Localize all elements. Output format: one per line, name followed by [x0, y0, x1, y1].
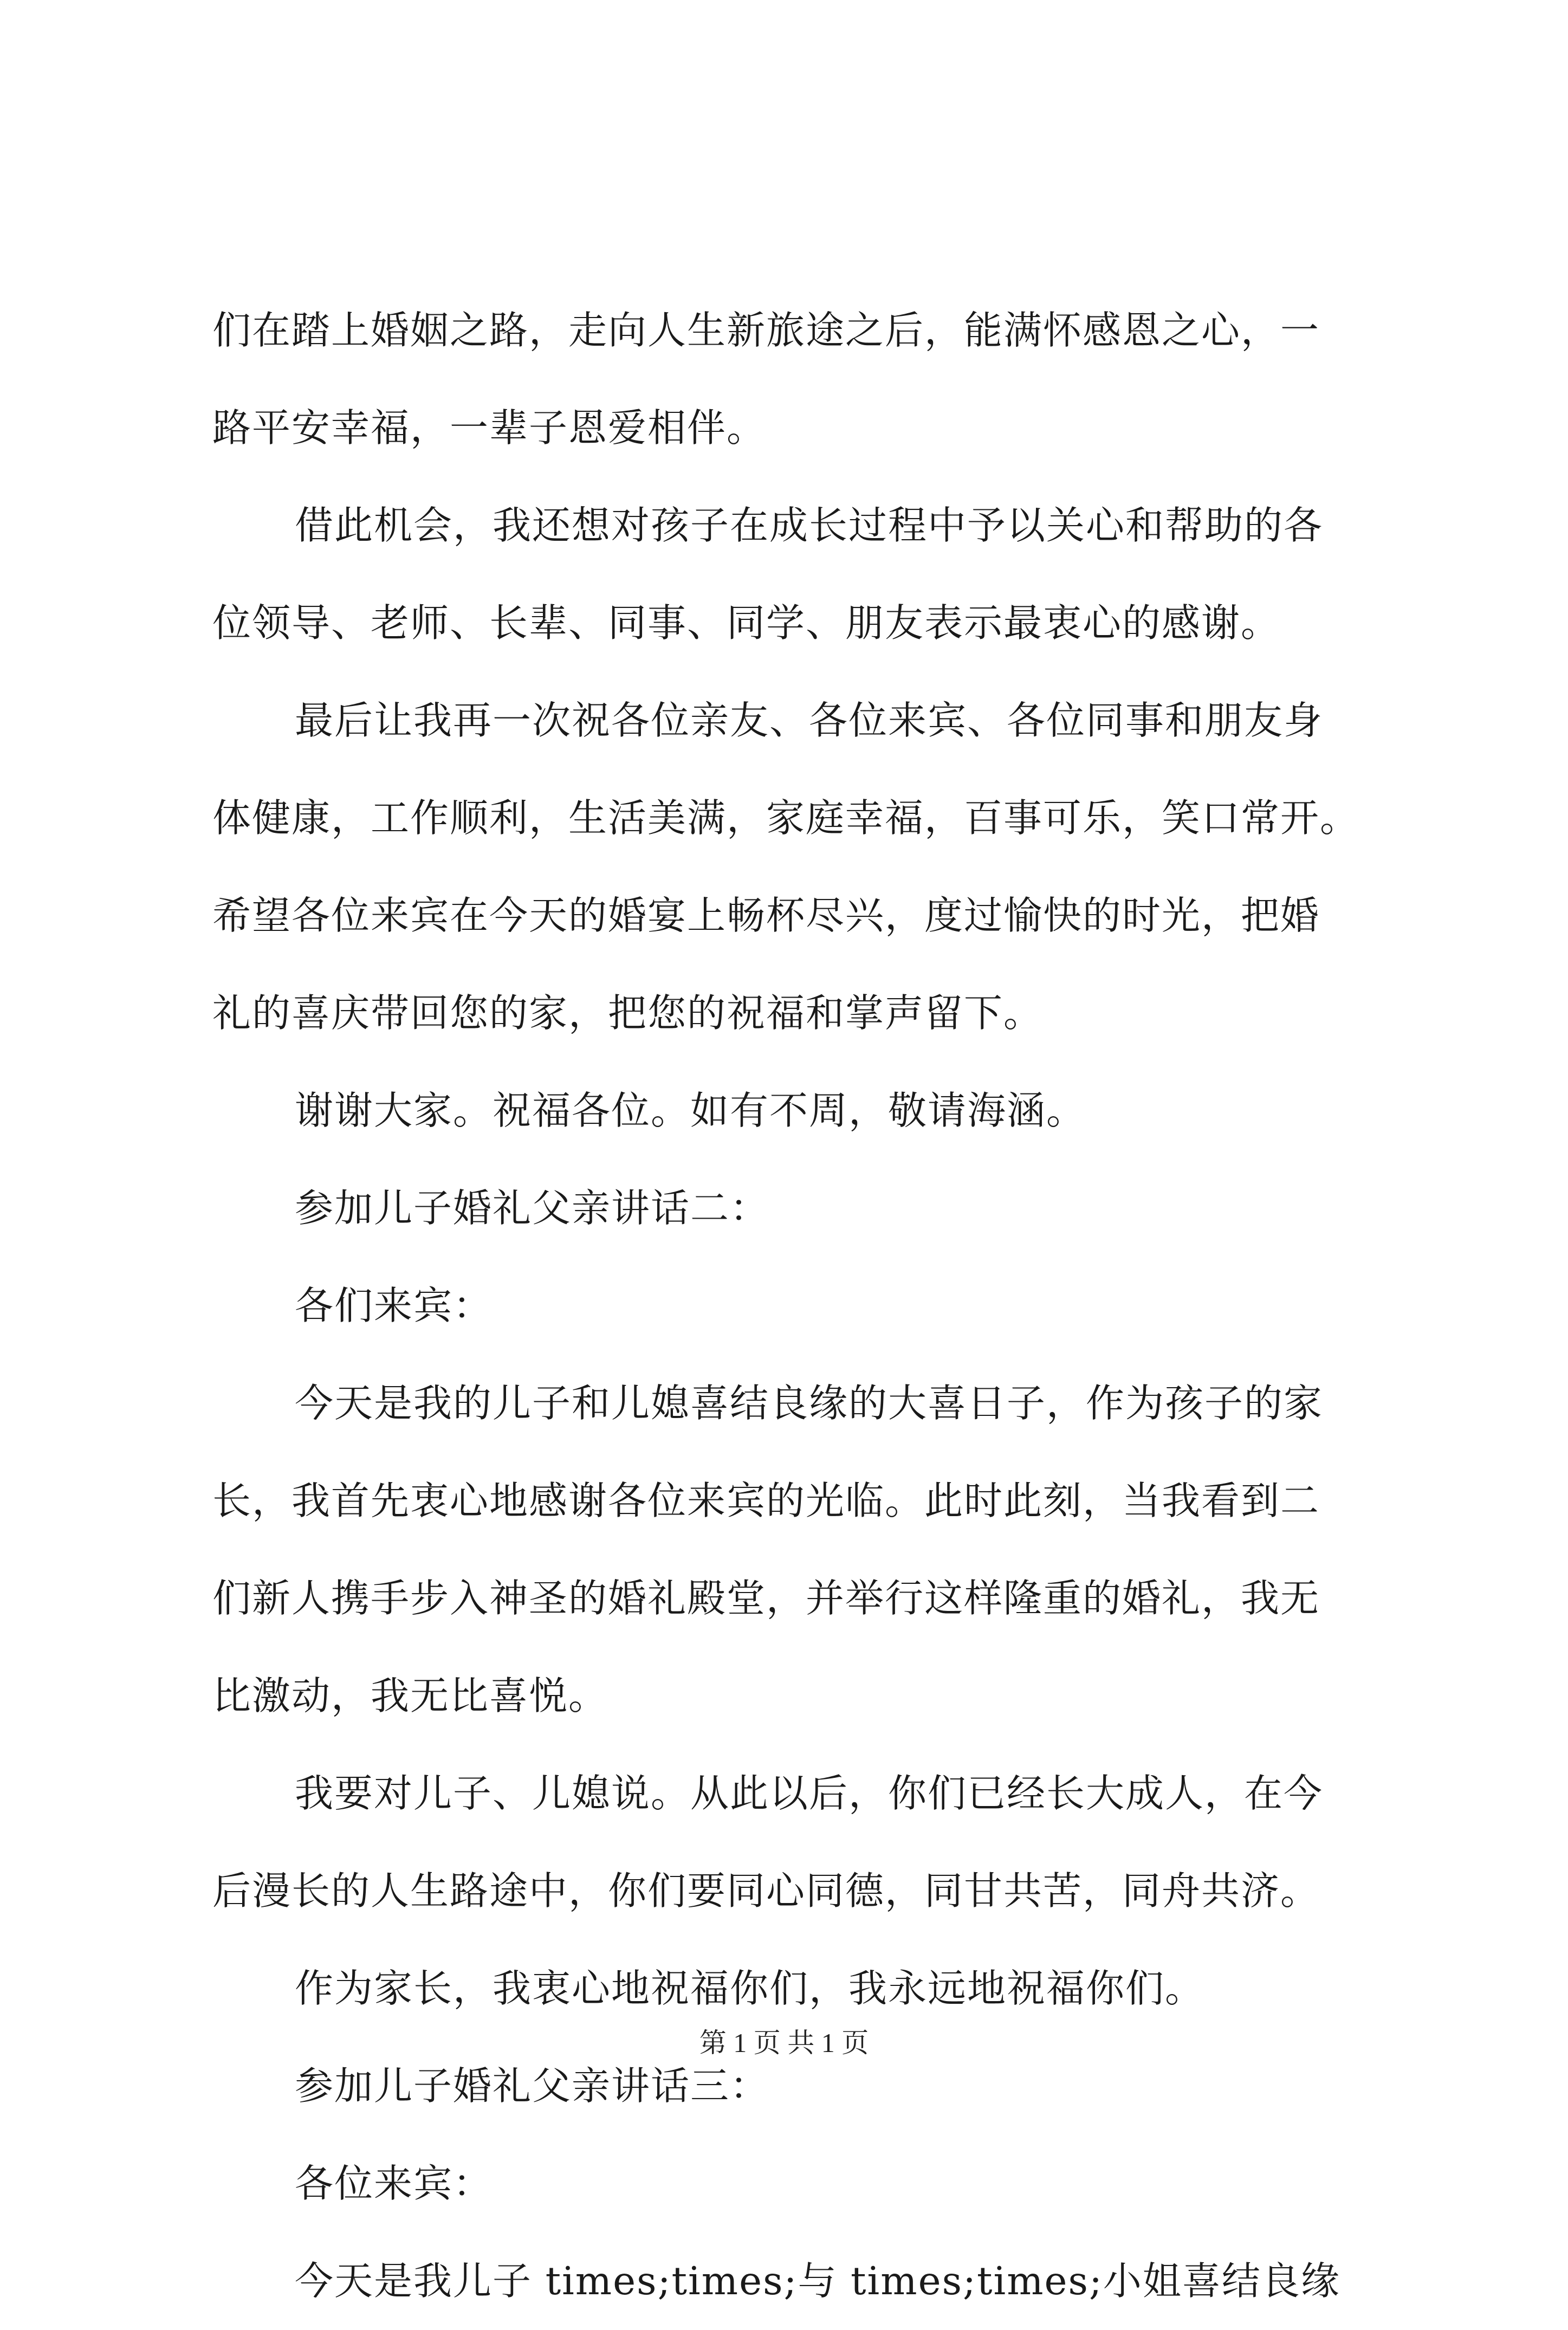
- salutation: 各们来宾：: [295, 1283, 493, 1328]
- text-line: 们新人携手步入神圣的婚礼殿堂，并举行这样隆重的婚礼，我无: [212, 1576, 1320, 1621]
- paragraph-start-line: 作为家长，我衷心地祝福你们，我永远地祝福你们。: [295, 1966, 1205, 2011]
- text-line: 们在踏上婚姻之路，走向人生新旅途之后，能满怀感恩之心，一: [212, 308, 1320, 353]
- text-line: 礼的喜庆带回您的家，把您的祝福和掌声留下。: [212, 991, 1044, 1035]
- section-heading: 参加儿子婚礼父亲讲话三：: [295, 2063, 770, 2108]
- text-line: 体健康，工作顺利，生活美满，家庭幸福，百事可乐，笑口常开。: [212, 795, 1360, 840]
- paragraph-start-line: 借此机会，我还想对孩子在成长过程中予以关心和帮助的各: [295, 503, 1324, 548]
- text-line: 希望各位来宾在今天的婚宴上畅杯尽兴，度过愉快的时光，把婚: [212, 893, 1320, 938]
- text-line: 长，我首先衷心地感谢各位来宾的光临。此时此刻，当我看到二: [212, 1478, 1320, 1523]
- page-number-footer: 第 1 页 共 1 页: [699, 2028, 869, 2058]
- paragraph-start-line: 谢谢大家。祝福各位。如有不周，敬请海涵。: [295, 1088, 1086, 1133]
- section-heading: 参加儿子婚礼父亲讲话二：: [295, 1186, 770, 1231]
- paragraph-start-line: 我要对儿子、儿媳说。从此以后，你们已经长大成人，在今: [295, 1771, 1324, 1816]
- paragraph-start-line: 最后让我再一次祝各位亲友、各位来宾、各位同事和朋友身: [295, 698, 1324, 743]
- paragraph-start-line: 今天是我的儿子和儿媳喜结良缘的大喜日子，作为孩子的家: [295, 1381, 1324, 1426]
- paragraph-start-line: 今天是我儿子 times;times;与 times;times;小姐喜结良缘: [295, 2258, 1340, 2303]
- text-line: 路平安幸福，一辈子恩爱相伴。: [212, 405, 767, 450]
- salutation: 各位来宾：: [295, 2161, 493, 2206]
- text-line: 后漫长的人生路途中，你们要同心同德，同甘共苦，同舟共济。: [212, 1868, 1320, 1913]
- document-body: [212, 282, 1366, 2330]
- text-line: 比激动，我无比喜悦。: [212, 1673, 608, 1718]
- text-line: 位领导、老师、长辈、同事、同学、朋友表示最衷心的感谢。: [212, 600, 1281, 645]
